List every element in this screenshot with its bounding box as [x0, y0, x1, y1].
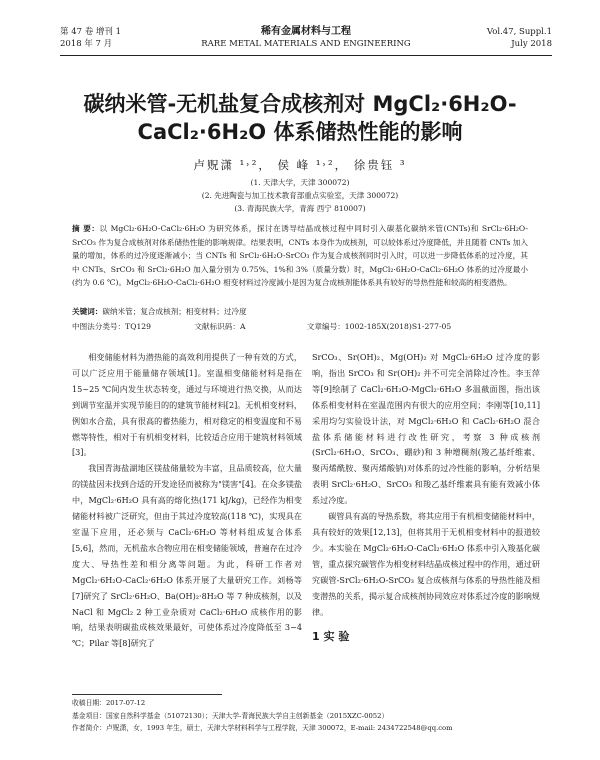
footnote-rule [72, 694, 222, 695]
keywords [72, 305, 528, 318]
section-heading: 1 实 验 [312, 630, 350, 644]
volume-en-line: Vol.47, Suppl.1 [486, 27, 552, 37]
date-line: 2018 年 7 月 [60, 39, 113, 49]
journal-name-cn: 稀有金属材料与工程 [261, 26, 351, 37]
footnote-funding: 基金项目：国家自然科学基金（51072130）；天津大学-青海民族大学自主创新基金（2015XZC-0052） [72, 711, 389, 720]
affiliations [0, 176, 600, 215]
affiliation-1: (1. 天津大学，天津 300072) [250, 178, 350, 187]
body-paragraph: 碳管具有高的导热系数，将其应用于有机相变储能材料中，具有较好的效果[12,13]，但将其用于无机相变材料中的报道较少。本实验在 MgCl₂·6H₂O-CaCl₂·6H₂O 体系中引入羧基化碳管，重点探究碳管作为相变材料结晶成核过程中的作用，通过研究碳管-SrCl₂·6H₂O-SrCO₃ 复合成核剂与体系的导热性能及相变潜热的关系，揭示复合成核剂协同效应对体系过冷度的影响规律。 [312, 511, 540, 617]
body-column-right [312, 350, 540, 645]
document-code: 文献标识码：A [194, 322, 246, 331]
footnotes [72, 697, 550, 735]
volume-en [487, 26, 552, 50]
article-title [40, 90, 560, 146]
affiliation-2: (2. 先进陶瓷与加工技术教育部重点实验室，天津 300072) [201, 191, 399, 200]
footnote-received: 收稿日期：2017-07-12 [72, 699, 146, 707]
article-number: 文章编号：1002-185X(2018)S1-277-05 [306, 322, 452, 331]
body-paragraph: SrCO₃、Sr(OH)₂、Mg(OH)₂ 对 MgCl₂·6H₂O 过冷度的影响，指出 SrCO₃ 和 Sr(OH)₂ 并不可完全消除过冷性。李玉萍等[9]绘制了 CaCl₂·6H₂O-MgCl₂·6H₂O 多温截面图，指出该体系相变材料在室温范围内有很大的应用空间；李刚等[10,11]采用均匀实验设计法，对 MgCl₂·6H₂O 和 CaCl₂·6H₂O 混合盐体系储能材料进行改性研究，考察 3 种成核剂(SrCl₂·6H₂O、SrCO₃、硼砂)和 3 种增稠剂(羧乙基纤维素、聚丙烯酰胺、聚丙烯酸钠)对体系的过冷性能的影响，分析结果表明 SrCl₂·6H₂O、SrCO₃ 和羧乙基纤维素具有能有效减小体系过冷度。 [312, 352, 540, 506]
author-list: 卢贶潇 ¹˒²， 侯 峰 ¹˒²， 徐贵钰 ³ [193, 158, 407, 172]
abstract-label: 摘 要： [72, 224, 100, 233]
volume-line: 第 47 卷 增刊 1 [60, 27, 122, 37]
body-paragraph: 相变储能材料为潜热能的高效利用提供了一种有效的方式，可以广泛应用于能量储存领域[1]。室温相变储能材料是指在 15~25 ℃间内发生状态转变，通过与环境进行热交换，从而达到调节室温并实现节能目的的建筑节能材料[2]。无机相变材料，例如水合盐，具有很高的蓄热能力，相对稳定的相变温度和不易燃等特性，相对于有机相变材料，比较适合应用于建筑材料领域[3]。 [72, 352, 302, 458]
running-header [60, 26, 552, 60]
body-paragraph: 我国青海盐湖地区镁盐储量较为丰富，且品质较高，位大量的镁盐因未找到合适的开发途径而被称为"镁害"[4]。在众多镁盐中，MgCl₂·6H₂O 具有高的熔化热(171 kJ/kg)，已经作为相变储能材料被广泛研究，但由于其过冷度较高(118 ℃)，实现具在室温下应用，还必须与 CaCl₂·6H₂O 等材料组成复合体系[5,6]，然而，无机盐水合物应用在相变储能领域，普遍存在过冷度大、导热性差和相分离等问题。为此，科研工作者对 MgCl₂·6H₂O-CaCl₂·6H₂O 体系开展了大量研究工作。刘杨等[7]研究了 SrCl₂·6H₂O、Ba(OH)₂·8H₂O 等 7 种成核剂，以及 NaCl 和 MgCl₂ 2 种工业杂质对 CaCl₂·6H₂O 成核作用的影响，结果表明碳盐成核效果最好，可使体系过冷度降低至 3~4 ℃；Pilar 等[8]研究了 [72, 463, 302, 649]
title-line-2: CaCl₂·6H₂O 体系储热性能的影响 [137, 120, 463, 144]
journal-name [60, 26, 552, 50]
journal-name-en: RARE METAL MATERIALS AND ENGINEERING [201, 39, 411, 49]
keywords-label: 关键词： [72, 307, 103, 316]
classification-line [72, 320, 540, 333]
keywords-text: 碳纳米管；复合成核剂；相变材料；过冷度 [102, 307, 247, 316]
abstract-text: 以 MgCl₂·6H₂O-CaCl₂·6H₂O 为研究体系，探讨在诱导结晶成核过程中同时引入碳基化碳纳米管(CNTs)和 SrCl₂·6H₂O-SrCO₃ 作为复合成核剂对体系储热性能的影响规律。结果表明，CNTs 本身作为成核剂，可以较体系过冷度降低，并且随着 CNTs 加入量的增加，体系的过冷度逐渐减小；当 CNTs 和 SrCl₂·6H₂O-SrCO₃ 作为复合成核剂同时引入时，可以进一步降低体系的过冷度，其中 CNTs、SrCO₃ 和 SrCl₂·6H₂O 加入量分别为 0.75%、1%和 3%（质量分数）时，MgCl₂·6H₂O-CaCl₂·6H₂O 体系的过冷度最小(约为 0.6 ℃)。MgCl₂·6H₂O-CaCl₂·6H₂O 相变材料过冷度減小是因为复合成核剂能体系具有较好的导热性能和较高的相变潜热。 [72, 224, 528, 287]
date-en-line: July 2018 [511, 39, 552, 49]
footnote-author: 作者简介：卢贶潇，女，1993 年生，硕士，天津大学材料科学与工程学院，天津 300072，E-mail: 2434722548@qq.com [72, 724, 453, 732]
title-line-1: 碳纳米管-无机盐复合成核剂对 MgCl₂·6H₂O- [83, 92, 517, 116]
body-column-left [72, 350, 302, 652]
affiliation-3: (3. 青海民族大学，青海 西宁 810007) [234, 204, 366, 213]
clc-number: 中图法分类号：TQ129 [72, 322, 151, 331]
header-rule [60, 55, 552, 56]
abstract [72, 222, 528, 290]
